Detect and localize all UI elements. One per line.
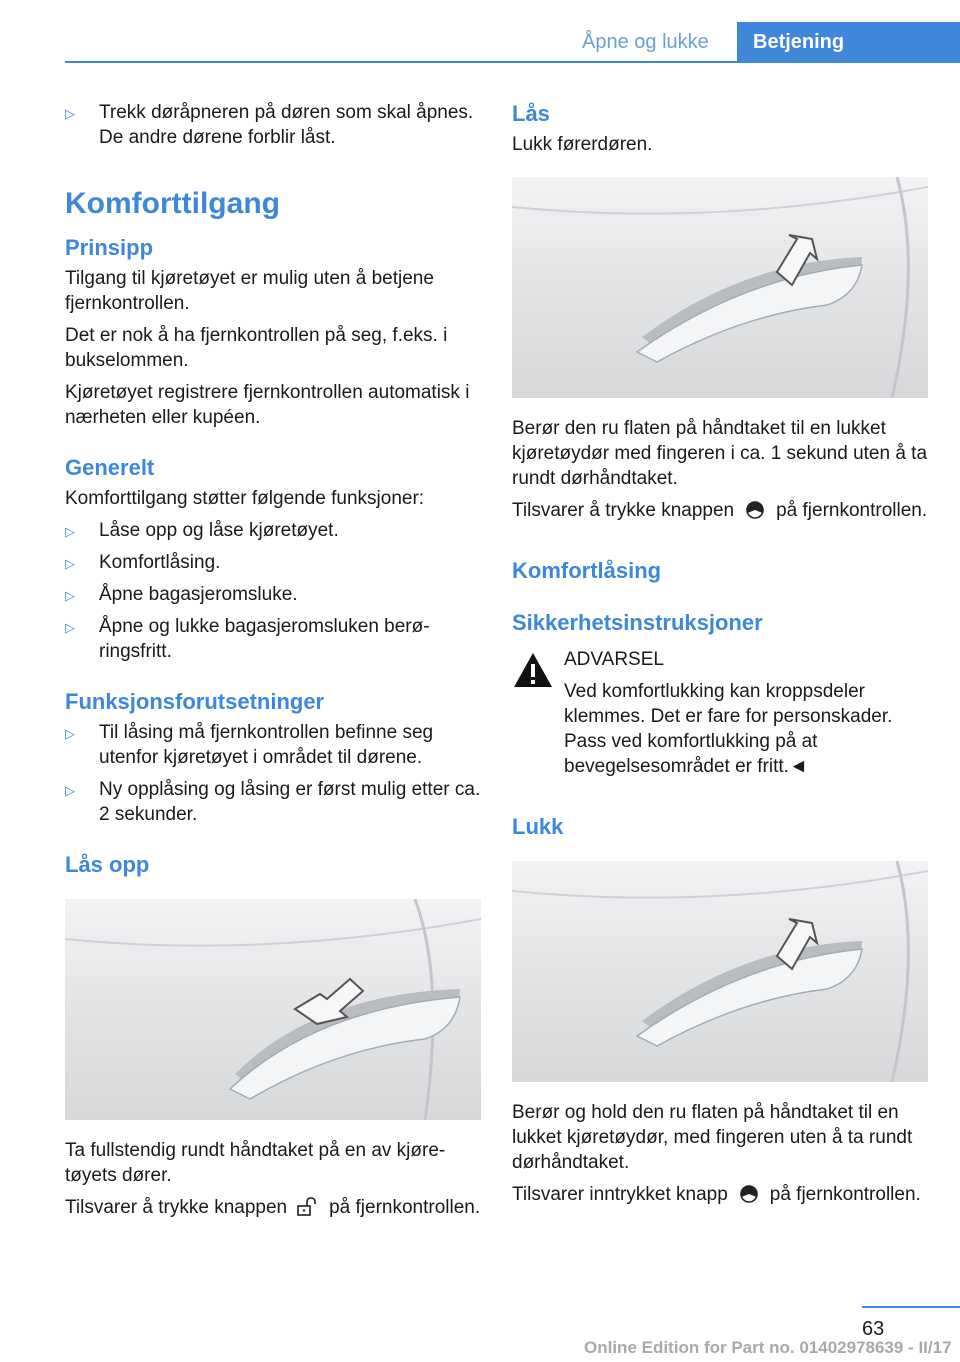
heading-laas-opp: Lås opp xyxy=(65,852,150,877)
paragraph: Tilgang til kjøretøyet er mulig uten å betjene fjernkontrollen. xyxy=(65,268,434,314)
text-before-icon: Tilsvarer å trykke knappen xyxy=(512,500,735,521)
text-before-icon: Tilsvarer å trykke knappen xyxy=(65,1197,288,1218)
heading-funksjonsforutsetninger: Funksjonsforutsetninger xyxy=(65,689,325,714)
door-handle-lock-figure xyxy=(512,177,928,398)
edition-note: Online Edition for Part no. 01402978639 - II/17 xyxy=(584,1338,952,1357)
paragraph: Kjøretøyet registrere fjernkontrollen automatisk i nærheten eller kupéen. xyxy=(65,382,470,428)
chapter-title: Åpne og lukke xyxy=(582,31,709,53)
door-handle-unlock-figure xyxy=(65,899,481,1120)
paragraph-button-reference xyxy=(512,1182,928,1207)
list-item-text: Komfortlåsing. xyxy=(99,552,221,573)
bullet-triangle-icon: ▷ xyxy=(65,556,75,571)
paragraph: Lukk førerdøren. xyxy=(512,134,653,155)
list-item-text: Trekk døråpneren på døren som skal åpnes. De andre dørene forblir låst. xyxy=(99,102,474,148)
footer-rule xyxy=(862,1306,960,1308)
left-column xyxy=(65,100,481,1227)
door-handle-illustration xyxy=(65,899,481,1120)
list-item xyxy=(65,777,481,827)
list-item xyxy=(65,100,481,150)
text-after-icon: på fjernkontrollen. xyxy=(769,1184,921,1205)
heading-prinsipp: Prinsipp xyxy=(65,235,154,260)
list-item xyxy=(65,582,481,607)
text-after-icon: på fjernkontrollen. xyxy=(776,500,928,521)
list-item-text: Til låsing må fjernkontrollen befinne seg utenfor kjøretøyet i området til dørene. xyxy=(99,722,434,768)
list-item-text: Låse opp og låse kjøretøyet. xyxy=(99,520,339,541)
text-before-icon: Tilsvarer inntrykket knapp xyxy=(512,1184,728,1205)
heading-laas: Lås xyxy=(512,101,550,126)
paragraph-button-reference xyxy=(65,1195,481,1220)
unlock-button-icon xyxy=(295,1197,321,1217)
section-title: Betjening xyxy=(753,31,845,53)
list-item-text: Ny opplåsing og låsing er først mulig etter ca. 2 sekunder. xyxy=(99,779,481,825)
warning-icon xyxy=(512,651,554,689)
list-item xyxy=(65,720,481,770)
warning-title: ADVARSEL xyxy=(564,649,664,670)
right-column xyxy=(512,100,928,1214)
list-item xyxy=(65,550,481,575)
door-handle-close-figure xyxy=(512,861,928,1082)
bullet-triangle-icon: ▷ xyxy=(65,726,75,741)
lock-button-icon xyxy=(736,1184,762,1204)
page-number: 63 xyxy=(862,1318,885,1340)
warning-block xyxy=(512,647,928,779)
bullet-triangle-icon: ▷ xyxy=(65,524,75,539)
paragraph: Det er nok å ha fjernkontrollen på seg, f.eks. i bukselommen. xyxy=(65,325,448,371)
bullet-triangle-icon: ▷ xyxy=(65,620,75,635)
paragraph-button-reference xyxy=(512,498,928,523)
bullet-triangle-icon: ▷ xyxy=(65,783,75,798)
door-handle-illustration xyxy=(512,177,928,398)
heading-generelt: Generelt xyxy=(65,455,155,480)
section-tab xyxy=(737,22,960,62)
paragraph: Komforttilgang støtter følgende funksjoner: xyxy=(65,488,425,509)
heading-komfortlaasing: Komfortlåsing xyxy=(512,558,662,583)
paragraph: Berør og hold den ru flaten på håndtaket til en lukket kjøretøydør, med fingeren uten å ta rundt dørhåndtaket. xyxy=(512,1102,913,1173)
list-item-text: Åpne bagasjeromsluke. xyxy=(99,584,298,605)
bullet-triangle-icon: ▷ xyxy=(65,588,75,603)
warning-text: Ved komfortlukking kan kroppsdeler klemmes. Det er fare for personskader. Pass ved komfortlukking på at bevegelsesområdet er fritt.◄ xyxy=(564,681,893,777)
paragraph: Berør den ru flaten på håndtaket til en lukket kjøretøydør med fingeren i ca. 1 sekund uten å ta rundt dørhåndtaket. xyxy=(512,418,928,489)
heading-lukk: Lukk xyxy=(512,814,564,839)
header-rule xyxy=(65,61,960,63)
door-handle-illustration xyxy=(512,861,928,1082)
lock-button-icon xyxy=(742,500,768,520)
bullet-triangle-icon: ▷ xyxy=(65,106,75,121)
list-item xyxy=(65,614,481,664)
heading-sikkerhetsinstruksjoner: Sikkerhetsinstruksjoner xyxy=(512,610,763,635)
paragraph: Ta fullstendig rundt håndtaket på en av kjøretøyets dører. xyxy=(65,1140,446,1186)
list-item xyxy=(65,518,481,543)
section-title-komforttilgang: Komforttilgang xyxy=(65,187,280,220)
text-after-icon: på fjernkontrollen. xyxy=(329,1197,481,1218)
page-header xyxy=(0,0,960,62)
list-item-text: Åpne og lukke bagasjeromsluken berøringsfritt. xyxy=(99,616,430,662)
